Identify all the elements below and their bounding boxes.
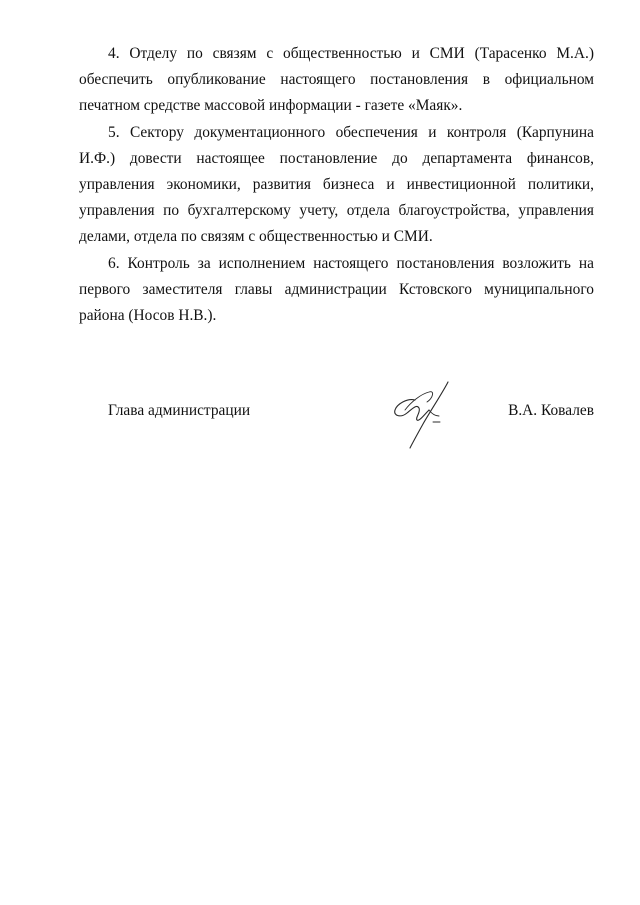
paragraph-item-6: 6. Контроль за исполнением настоящего постановления возложить на первого заместителя главы администрации Кстовского муниципального района (Носов Н.В.). [79, 254, 594, 325]
handwritten-signature [385, 380, 455, 452]
signatory-position: Глава администрации [108, 402, 251, 419]
paragraph-item-5: 5. Сектору документационного обеспечения и контроля (Карпунина И.Ф.) довести настоящее постановление до департамента финансов, управления экономики, развития бизнеса и инвестиционной политики, управления по бухгалтерскому учету, отдела благоустройства, управления делами, отдела по связям с общественностью и СМИ. [79, 123, 594, 246]
signature-block [0, 380, 640, 460]
signatory-name: В.А. Ковалев [508, 402, 594, 419]
document-body [79, 41, 594, 329]
paragraph-item-4: 4. Отделу по связям с общественностью и СМИ (Тарасенко М.А.) обеспечить опубликование настоящего постановления в официальном печатном средстве массовой информации - газете «Маяк». [79, 45, 594, 115]
